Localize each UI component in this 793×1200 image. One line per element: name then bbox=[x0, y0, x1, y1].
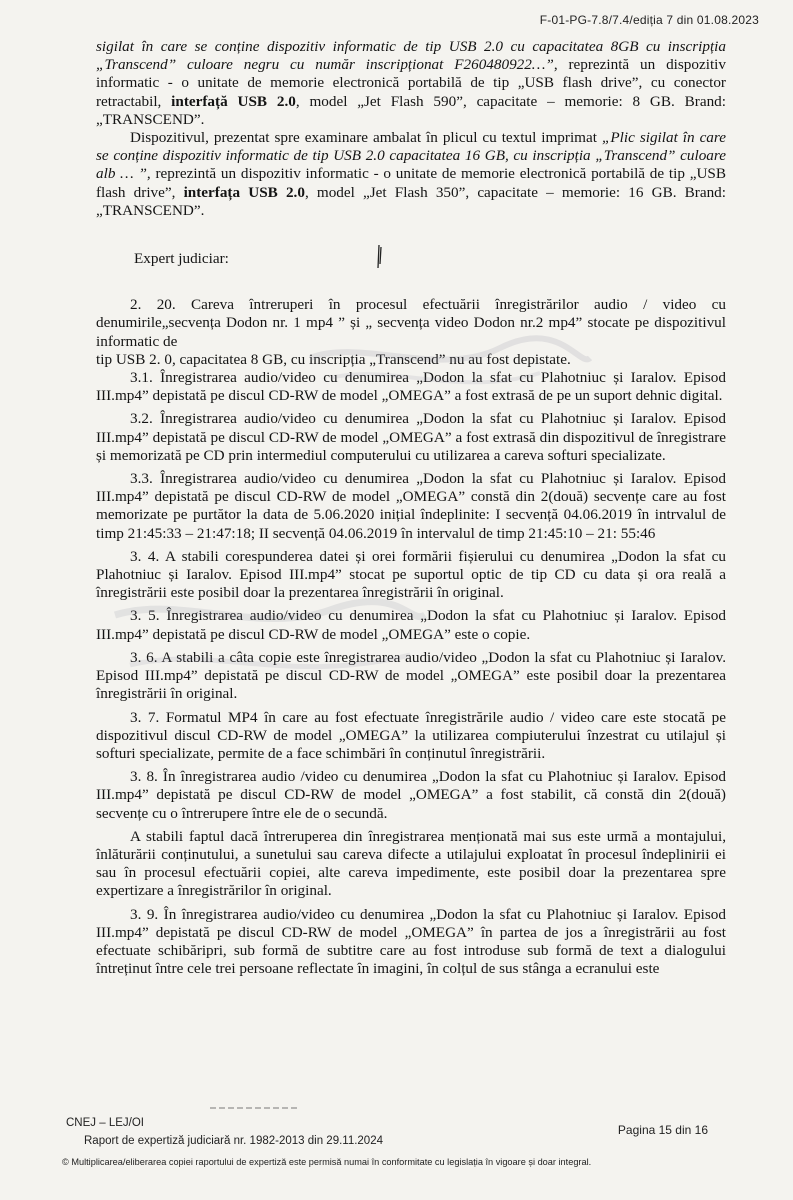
text-fragment: , model „Jet Flash 590”, capacitate – memorie: 8 GB. Brand: „TRANSCEND”. bbox=[96, 92, 726, 128]
footer-divider-icon bbox=[210, 1105, 300, 1111]
bold-interface: interfață USB 2.0 bbox=[171, 92, 296, 110]
paragraph-3-9: 3. 9. În înregistrarea audio/video cu denumirea „Dodon la sfat cu Plahotniuc și Iaralov. Episod III.mp4” depistată pe discul CD-RW de model „OMEGA” în partea de jos a înregistrării au fost efectuate schibăripri, sub formă de subtitre care au fost introduse sub formă de text a dialogului întreținut între cele trei persoane reflectate în imagini, în colțul de sus stânga a ecranului este bbox=[96, 905, 726, 978]
paragraph-3-5: 3. 5. Înregistrarea audio/video cu denumirea „Dodon la sfat cu Plahotniuc și Iaralov. Episod III.mp4” depistată pe discul CD-RW de model „OMEGA” este o copie. bbox=[96, 607, 726, 643]
copyright-note: © Multiplicarea/eliberarea copiei raportului de expertiză este permisă numai în conformitate cu legislația în vigoare și doar integral. bbox=[62, 1157, 592, 1167]
expert-label: Expert judiciar: bbox=[134, 250, 229, 268]
expert-signature-line bbox=[134, 250, 726, 268]
paragraph-3-4: 3. 4. A stabili corespunderea datei și orei formării fișierului cu denumirea „Dodon la sfat cu Plahotniuc și Iaralov. Episod III.mp4” stocat pe suportul optic de tip CD cu data și ora reală a înregistrării este posibil doar la prezentarea înregistrării în original. bbox=[96, 547, 726, 602]
paragraph-3-1: 3.1. Înregistrarea audio/video cu denumirea „Dodon la sfat cu Plahotniuc și Iaralov. Episod III.mp4” depistată pe discul CD-RW de model „OMEGA” a fost extrasă de pe un suport dehnic digital. bbox=[96, 369, 726, 405]
footer-report-number: Raport de expertiză judiciară nr. 1982-2013 din 29.11.2024 bbox=[84, 1135, 383, 1147]
bold-interface: interfața USB 2.0 bbox=[183, 183, 305, 201]
paragraph-usb-16gb bbox=[96, 129, 726, 220]
paragraph-3-2: 3.2. Înregistrarea audio/video cu denumirea „Dodon la sfat cu Plahotniuc și Iaralov. Episod III.mp4” depistată pe discul CD-RW de model „OMEGA” a fost extrasă din dispozitivul de înregistrare și memorizată pe CD prin intermediul computerului cu utilizarea a careva softuri specializate. bbox=[96, 410, 726, 464]
document-reference: F-01-PG-7.8/7.4/ediția 7 din 01.08.2023 bbox=[539, 13, 759, 27]
text-fragment: Dispozitivul, prezentat spre examinare ambalat în plicul cu textul imprimat bbox=[130, 129, 602, 147]
quoted-envelope-text: sigilat în care se conține dispozitiv informatic de tip USB 2.0 cu capacitatea 8GB cu inscripția „Transcend” culoare negru cu număr inscripționat F260480922…” bbox=[96, 38, 726, 74]
paragraph-3-6: 3. 6. A stabili a câta copie este înregistrarea audio/video „Dodon la sfat cu Plahotniuc și Iaralov. Episod III.mp4” depistată pe discul CD-RW de model „OMEGA” este posibil doar la prezentarea înregistrării în original. bbox=[96, 648, 726, 703]
paragraph-3-3: 3.3. Înregistrarea audio/video cu denumirea „Dodon la sfat cu Plahotniuc și Iaralov. Episod III.mp4” depistată pe discul CD-RW de model „OMEGA” constă din 2(două) secvențe care au fost memorizate pe purtător la data de 5.06.2020 inițial îndeplinite: I secvență 04.06.2019 în intrvalul de timp 21:45:33 – 21:47:18; II secvență 04.06.2019 în intervalul de timp 21:45:10 – 21: 55:46 bbox=[96, 470, 726, 542]
text-fragment: , reprezintă un dispozitiv informatic - o unitate de memorie electronică portabilă de tip „USB flash drive”, cu conector retractabil, bbox=[96, 56, 726, 110]
text-fragment: , reprezintă un dispozitiv informatic - o unitate de memorie electronică portabilă de tip „USB flash drive”, bbox=[96, 165, 726, 201]
quoted-envelope-text: „Plic sigilat în care se conține dispozitiv informatic de tip USB 2.0 capacitatea 16 GB, cu inscripția „Transcend” culoare alb … ” bbox=[96, 129, 726, 183]
paragraph-usb-8gb bbox=[96, 38, 726, 129]
paragraph-3-8: 3. 8. În înregistrarea audio /video cu denumirea „Dodon la sfat cu Plahotniuc și Iaralov. Episod III.mp4” depistată pe discul CD-RW de model „OMEGA” a fost stabilit, că constă din 2(două) secvențe cu o întrerupere între ele de o secundă. bbox=[96, 768, 726, 822]
paragraph-3-7: 3. 7. Formatul MP4 în care au fost efectuate înregistrările audio / video care este stocată pe dispozitivul discul CD-RW de model „OMEGA” la utilizarea compiuterului înzestrat cu utilajul și softuri specializate, permite de a face schimbări în conținutul înregistrării. bbox=[96, 708, 726, 762]
page-number: Pagina 15 din 16 bbox=[617, 1123, 708, 1137]
paragraph-2-20-cont: tip USB 2. 0, capacitatea 8 GB, cu inscripția „Transcend” nu au fost depistate. bbox=[96, 350, 571, 368]
footer-organization: CNEJ – LEJ/OI bbox=[66, 1117, 144, 1129]
paragraph-2-20: 2. 20. Careva întreruperi în procesul efectuării înregistrărilor audio / video cu denumirile„secvența Dodon nr. 1 mp4 ” și „ secvența video Dodon nr.2 mp4” stocate pe dispozitivul informatic de bbox=[96, 296, 726, 350]
paragraph-3-8-cont: A stabili faptul dacă întreruperea din înregistrarea menționată mai sus este urmă a montajului, înlăturării conținutului, a sunetului sau careva difecte a utilajului exploatat în procesul îndeplinirii ei sau în procesul efectuării copiei, alte careva impedimente, este posibil doar la prezentarea spre expertizare a înregistrărilor în original. bbox=[96, 827, 726, 900]
signature-icon bbox=[374, 244, 384, 270]
document-body bbox=[96, 38, 726, 978]
text-fragment: , model „Jet Flash 350”, capacitate – memorie: 16 GB. Brand: „TRANSCEND”. bbox=[96, 183, 726, 219]
